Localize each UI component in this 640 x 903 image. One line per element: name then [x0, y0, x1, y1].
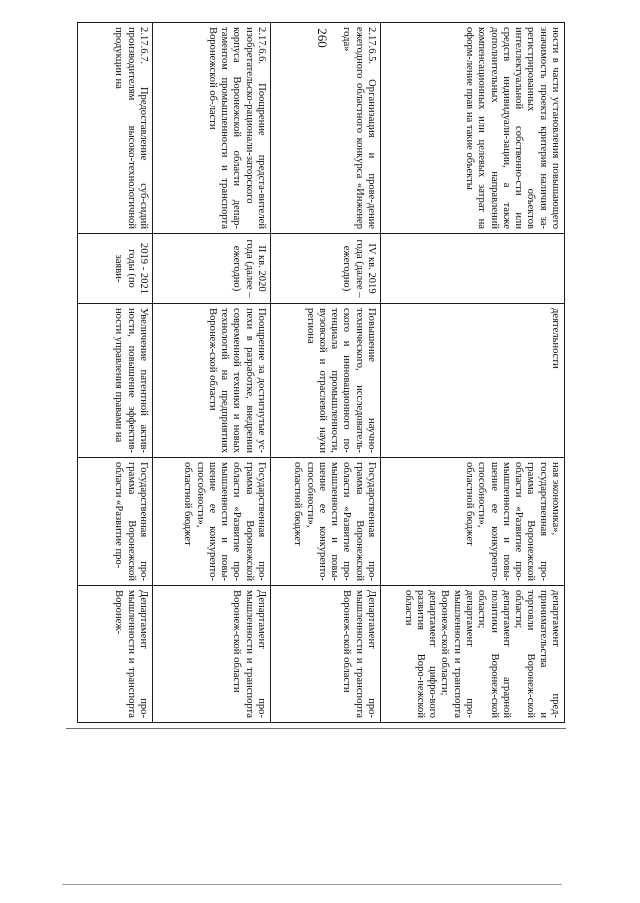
program-line: областной бюджет [464, 462, 476, 546]
measure-cell: 2.17.6.7. Предоставление суб-сидий производителям высоко-технологичной продукции на [78, 23, 153, 234]
table-row [271, 23, 381, 723]
executor-line: департамент про-мышленности и транспорта Воронеж-ской области; [439, 590, 476, 718]
program-line: Государственная про-грамма Воронежской области «Развитие про-мышленности и повы-шение ее конкуренто-способности», [194, 462, 267, 581]
executor-cell [153, 586, 271, 723]
executor-line: департамент аграрной политики Воронеж-ской области; [476, 590, 512, 718]
program-line: областной бюджет [182, 462, 194, 546]
program-line: областной бюджет [292, 462, 304, 546]
program-cell [78, 458, 153, 586]
measures-table [77, 22, 565, 723]
term-cell: II кв. 2020 года (далее – ежегодно) [153, 234, 271, 304]
footer-rule [62, 884, 562, 885]
program-line: Государственная про-грамма Воронежской области «Развитие про- [113, 462, 149, 581]
table-row [153, 23, 271, 723]
term-cell [381, 234, 565, 304]
executor-line: Департамент про-мышленности и транспорта Воронеж-ской области [341, 590, 377, 718]
program-line: государственная про-грамма Воронежской области «Развитие про-мышленности и повы-шение ее конкуренто-способности», [476, 462, 549, 581]
executor-cell [381, 586, 565, 723]
page-margin-line [66, 728, 566, 729]
table-row [381, 23, 565, 723]
result-cell: Поощрение за достигнутые ус-пехи в разработке, внедрении современной техники и новых технологий на предприятиях Воронеж-ской области [153, 304, 271, 458]
result-cell: Повышение научно-технического, исследователь-ского и инновационного по-тенциала промышленности, вузовской и отраслевой науки региона [271, 304, 381, 458]
program-line: ная экономика», [550, 462, 561, 536]
measure-cell: 2.17.6.6. Поощрение предста-вителей изобретательско-рационали-заторского корпуса Воронежской области депар-таментом промышленности и транспорта Воронежской об-ласти [153, 23, 271, 234]
term-cell: IV кв. 2019 года (далее – ежегодно) [271, 234, 381, 304]
program-cell [381, 458, 565, 586]
table-row [78, 23, 153, 723]
executor-line: Департамент про-мышленности и транспорта Воронеж-ской области [231, 590, 267, 718]
executor-cell [78, 586, 153, 723]
executor-cell [271, 586, 381, 723]
program-cell [153, 458, 271, 586]
executor-line: Департамент про-мышленности и транспорта Воронеж- [113, 590, 149, 718]
program-line: Государственная про-грамма Воронежской области «Развитие про-мышленности и повы-шение ее конкуренто-способности», [304, 462, 377, 581]
measure-cell: ности в части установления повышающего значимость проекта критерия наличия за-регистрированных объектов интеллектуальной собственно-сти или средств индивидуали-зации, а также дополнительных направлений компенсационных или целевых затрат на оформ-ление прав на такие объекты [381, 23, 565, 234]
page-number: 260 [315, 28, 330, 48]
rotated-table-container [78, 22, 565, 722]
result-cell: Увеличение патентной актив-ности, повышение эффектив-ности управления правами на [78, 304, 153, 458]
executor-line: департамент цифро-вого развития Воро-нежской области [402, 590, 439, 718]
term-cell: 2019 - 2021 годы (по заяви- [78, 234, 153, 304]
result-cell: деятельности [381, 304, 565, 458]
executor-line: департамент пред-принимательства и торговли Воронеж-ской области; [513, 590, 561, 718]
measure-cell: 2.17.6.5. Организация и прове-дение ежегодного областного конкурса «Инженер года» [271, 23, 381, 234]
program-cell [271, 458, 381, 586]
